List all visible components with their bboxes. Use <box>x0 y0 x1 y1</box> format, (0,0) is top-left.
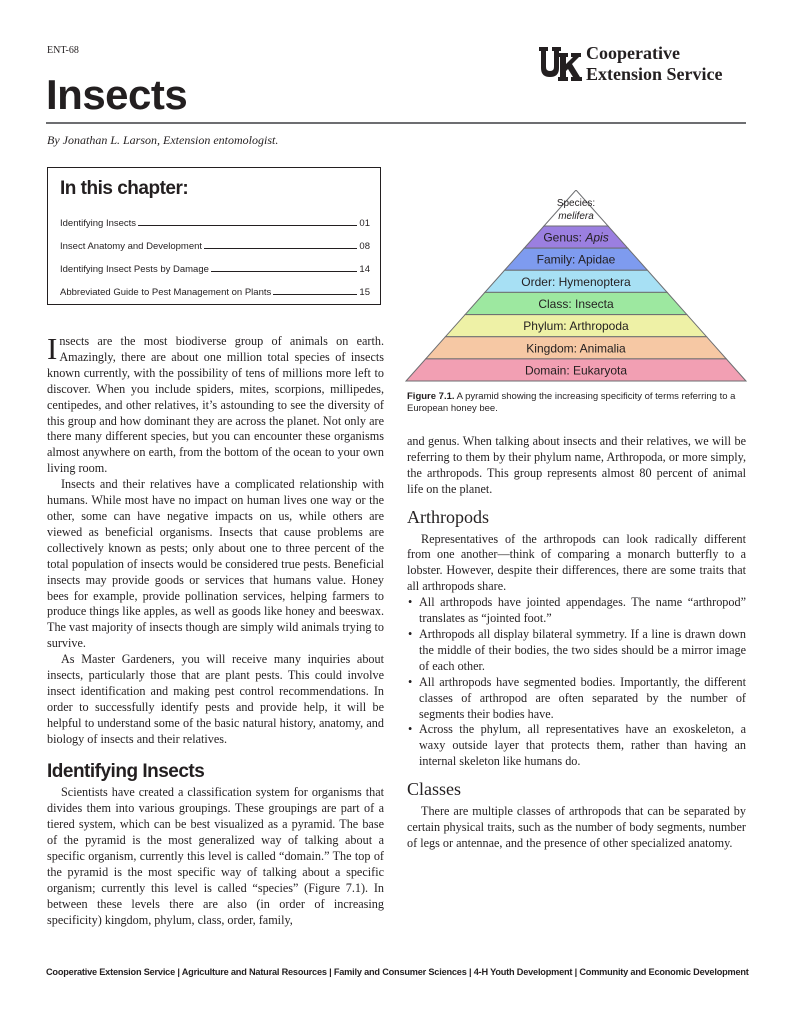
pyramid-label: Genus: Apis <box>543 230 609 245</box>
logo-line-1: Cooperative <box>586 43 680 63</box>
pyramid-label: Domain: Eukaryota <box>524 363 628 378</box>
classification-pyramid <box>405 190 747 382</box>
figure-caption: Figure 7.1. A pyramid showing the increasing specificity of terms referring to a European honey bee. <box>407 391 736 414</box>
pyramid-label: Class: Insecta <box>538 297 614 311</box>
list-item: • Across the phylum, all representatives have an exoskeleton, a waxy outside layer that protects them, rather than having an internal skeleton like humans do. <box>407 722 746 770</box>
list-item: • Arthropods all display bilateral symmetry. If a line is drawn down the middle of their bodies, the two sides should be a mirror image of each other. <box>407 627 746 675</box>
arthropod-traits-list <box>407 595 746 770</box>
toc-entry-page: 08 <box>359 241 370 252</box>
toc-entry-page: 01 <box>359 218 370 229</box>
body-paragraph: Scientists have created a classification system for organisms that divides them into various groupings. These groupings are part of a tiered system, which can be best visualized as a pyramid. The base of the pyramid is the most generalized way of talking about a specific organism, currently this level is called “domain.” The top of the pyramid is the most specific way of talking about a specific organism; currently this level is called “species” (Figure 7.1). In between these levels there are also (in order of increasing specificity) kingdom, phylum, class, order, family, <box>47 785 384 927</box>
toc-entry-page: 15 <box>359 287 370 298</box>
toc-entry[interactable] <box>60 218 370 229</box>
pyramid-label: Phylum: Arthropoda <box>523 319 629 334</box>
body-paragraph: Insects and their relatives have a complicated relationship with humans. While most have no impact on human lives one way or the other, some can have negative impacts on us, while others are viewed as beneficial organisms. Insects that cause problems are collectively known as pests; only about one to three percent of the total population of insects would be considered true pests. Beneficial insects may provide goods or services that humans value. Honey bees for example, provide pollination services, helping farmers to produce things like apples, as well as goods like honey and beeswax. The vast majority of insects though are simply wild animals trying to survive. <box>47 477 384 651</box>
body-paragraph: There are multiple classes of arthropods that can be separated by certain physical traits, such as the number of body segments, number of legs or antennae, and the presence of other specialized anatomy. <box>407 804 746 850</box>
toc-entry[interactable] <box>60 264 370 275</box>
logo-text <box>586 43 723 85</box>
section-heading-arthropods: Arthropods <box>407 506 489 527</box>
left-column <box>47 331 384 929</box>
right-column <box>407 434 746 852</box>
section-heading-classes: Classes <box>407 779 461 800</box>
toc-entry-page: 14 <box>359 264 370 275</box>
logo-line-2: Extension Service <box>586 64 723 84</box>
uk-logo-icon <box>538 45 582 83</box>
toc-entry[interactable] <box>60 287 370 298</box>
section-heading-identifying-insects: Identifying Insects <box>47 760 205 782</box>
footer-program-areas: Cooperative Extension Service | Agriculture and Natural Resources | Family and Consumer Sciences | 4-H Youth Development | Community and Economic Development <box>46 967 749 977</box>
intro-paragraph: Insects are the most biodiverse group of animals on earth. Amazingly, there are about one million total species of insects known currently, with the possibility of tens of millions more left to discover. When you include spiders, mites, scorpions, millipedes, centipedes, and other relatives, it’s astounding to see the diversity of this group and how dominant they are across the planet. Not only are there many different species, but you can encounter these organisms almost anywhere on earth, from the bottom of the ocean to your own living room. <box>47 331 384 476</box>
cooperative-extension-logo <box>538 43 748 85</box>
header-divider <box>46 122 746 124</box>
contents-title: In this chapter: <box>60 178 189 199</box>
toc-entry-label: Abbreviated Guide to Pest Management on Plants <box>60 287 272 298</box>
list-item: • All arthropods have segmented bodies. Importantly, the different classes of arthropod are often separated by the number of segments their bodies have. <box>407 675 746 723</box>
pyramid-label: Kingdom: Animalia <box>526 341 626 356</box>
chapter-contents-box <box>47 167 381 305</box>
document-code: ENT-68 <box>47 45 79 56</box>
toc-entry-label: Identifying Insect Pests by Damage <box>60 264 209 275</box>
byline: By Jonathan L. Larson, Extension entomologist. <box>47 133 279 147</box>
toc-entry-label: Identifying Insects <box>60 218 137 229</box>
pyramid-label: Order: Hymenoptera <box>521 274 631 289</box>
page-title: Insects <box>46 71 188 118</box>
pyramid-label: Species: <box>556 198 596 209</box>
pyramid-label-italic: melifera <box>558 211 594 222</box>
toc-entry-label: Insect Anatomy and Development <box>60 241 203 252</box>
drop-cap: I <box>47 331 58 366</box>
toc-entry[interactable] <box>60 241 370 252</box>
body-paragraph: Representatives of the arthropods can look radically different from one another—think of comparing a monarch butterfly to a lobster. However, despite their differences, there are some traits that all arthropods share. <box>407 531 746 594</box>
pyramid-label: Family: Apidae <box>536 252 616 267</box>
list-item: • All arthropods have jointed appendages. The name “arthropod” translates as “jointed foot.” <box>407 595 746 627</box>
body-paragraph: and genus. When talking about insects and their relatives, we will be referring to them by their phylum name, Arthropoda, or more simply, the arthropods. This group represents almost 80 percent of animal life on the planet. <box>407 434 746 496</box>
body-paragraph: As Master Gardeners, you will receive many inquiries about insects, particularly those that are plant pests. This could involve insect identification and making pest control recommendations. In order to successfully identify pests and provide help, it will be helpful to understand some of the basic natural history, anatomy, and biology of insects and their relatives. <box>47 652 384 746</box>
